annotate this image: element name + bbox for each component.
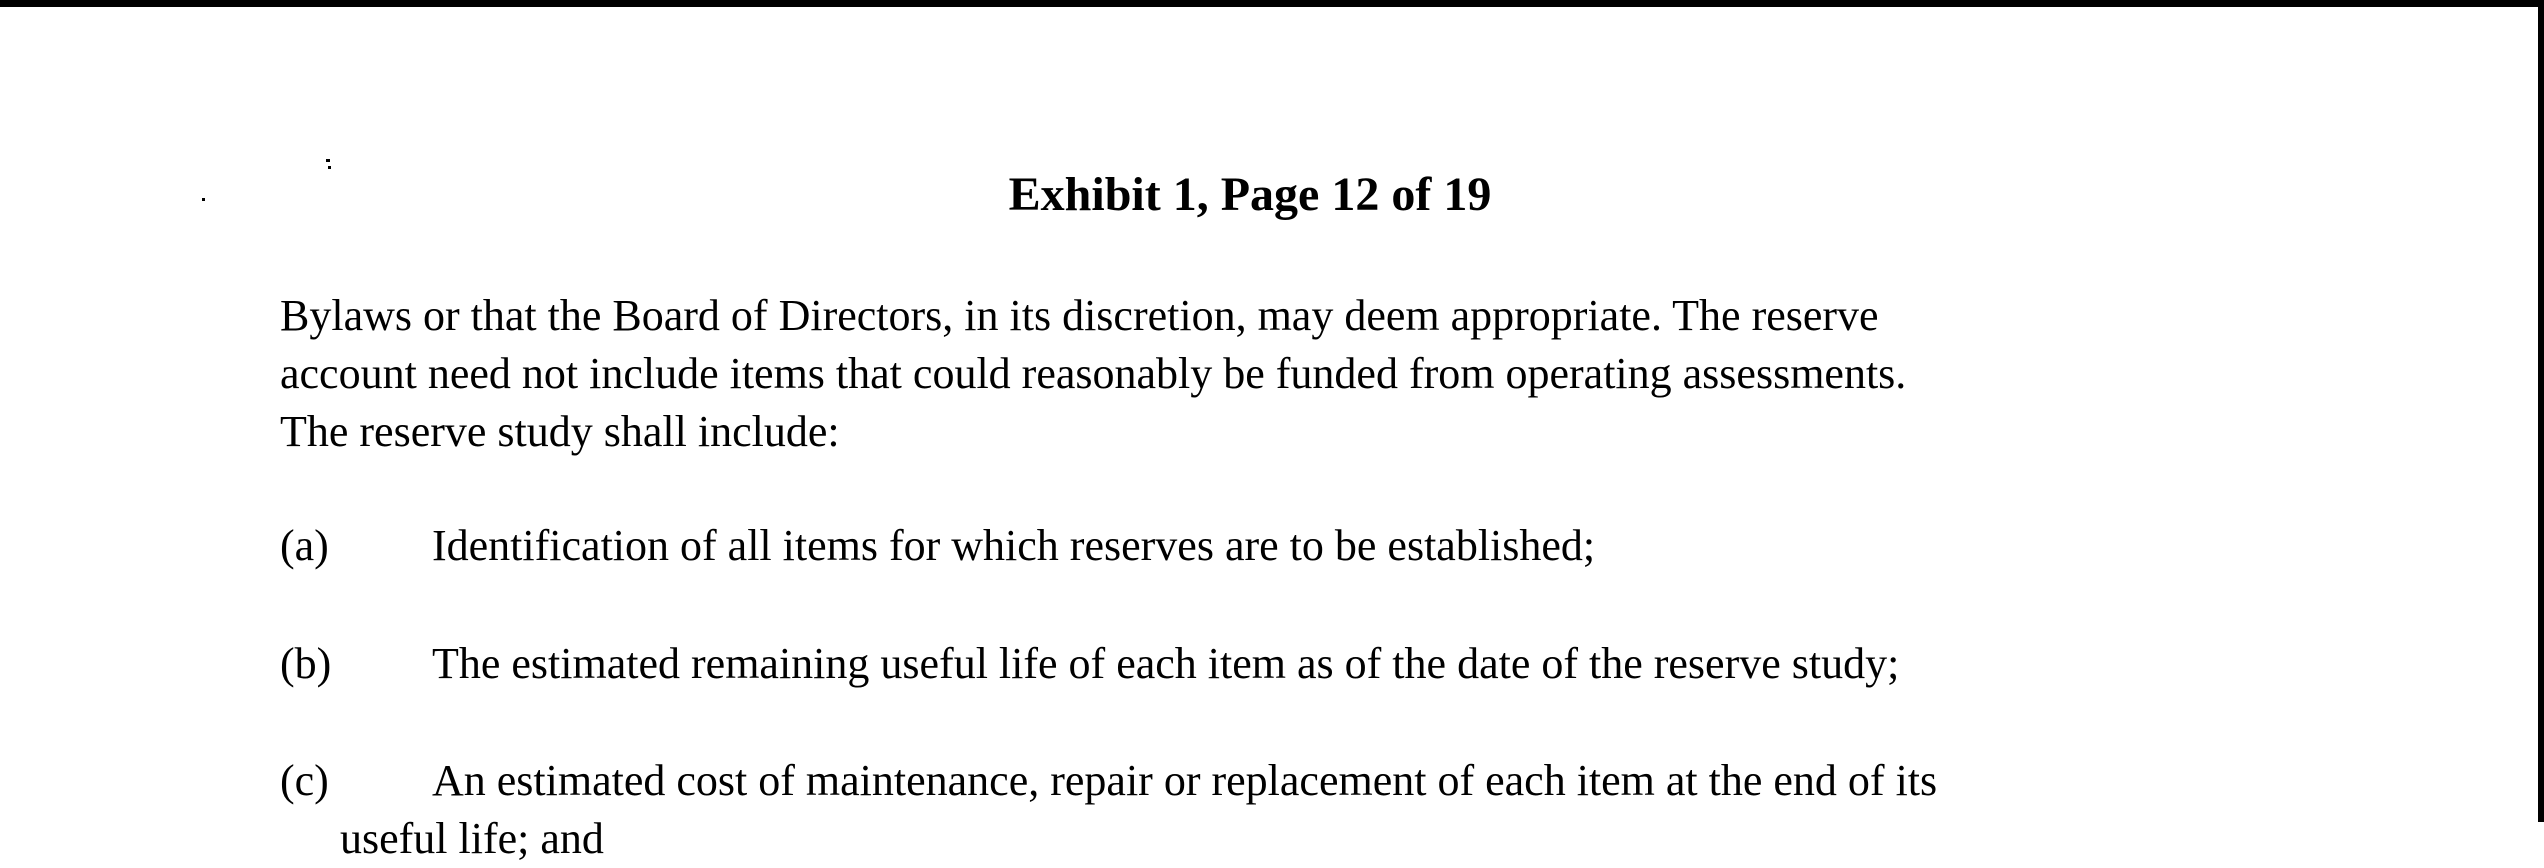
list-item-letter: (a) xyxy=(280,521,329,570)
paragraph-line: Bylaws or that the Board of Directors, in its discretion, may deem appropriate. The reserve xyxy=(280,291,1879,340)
paragraph-line: The reserve study shall include: xyxy=(280,407,840,456)
list-item-letter: (c) xyxy=(280,756,329,805)
paragraph-line: account need not include items that could reasonably be funded from operating assessments. xyxy=(280,349,1907,398)
list-item-text: An estimated cost of maintenance, repair or replacement of each item at the end of its xyxy=(432,756,1938,805)
page-title: Exhibit 1, Page 12 of 19 xyxy=(1008,168,1492,221)
cutoff-line: useful life; and xyxy=(340,814,604,863)
list-item-text: Identification of all items for which reserves are to be established; xyxy=(432,521,1596,570)
list-item-letter: (b) xyxy=(280,639,332,688)
body-paragraph xyxy=(280,287,2430,461)
scan-speck xyxy=(326,159,330,162)
list-item-text: The estimated remaining useful life of each item as of the date of the reserve study; xyxy=(432,639,1900,688)
